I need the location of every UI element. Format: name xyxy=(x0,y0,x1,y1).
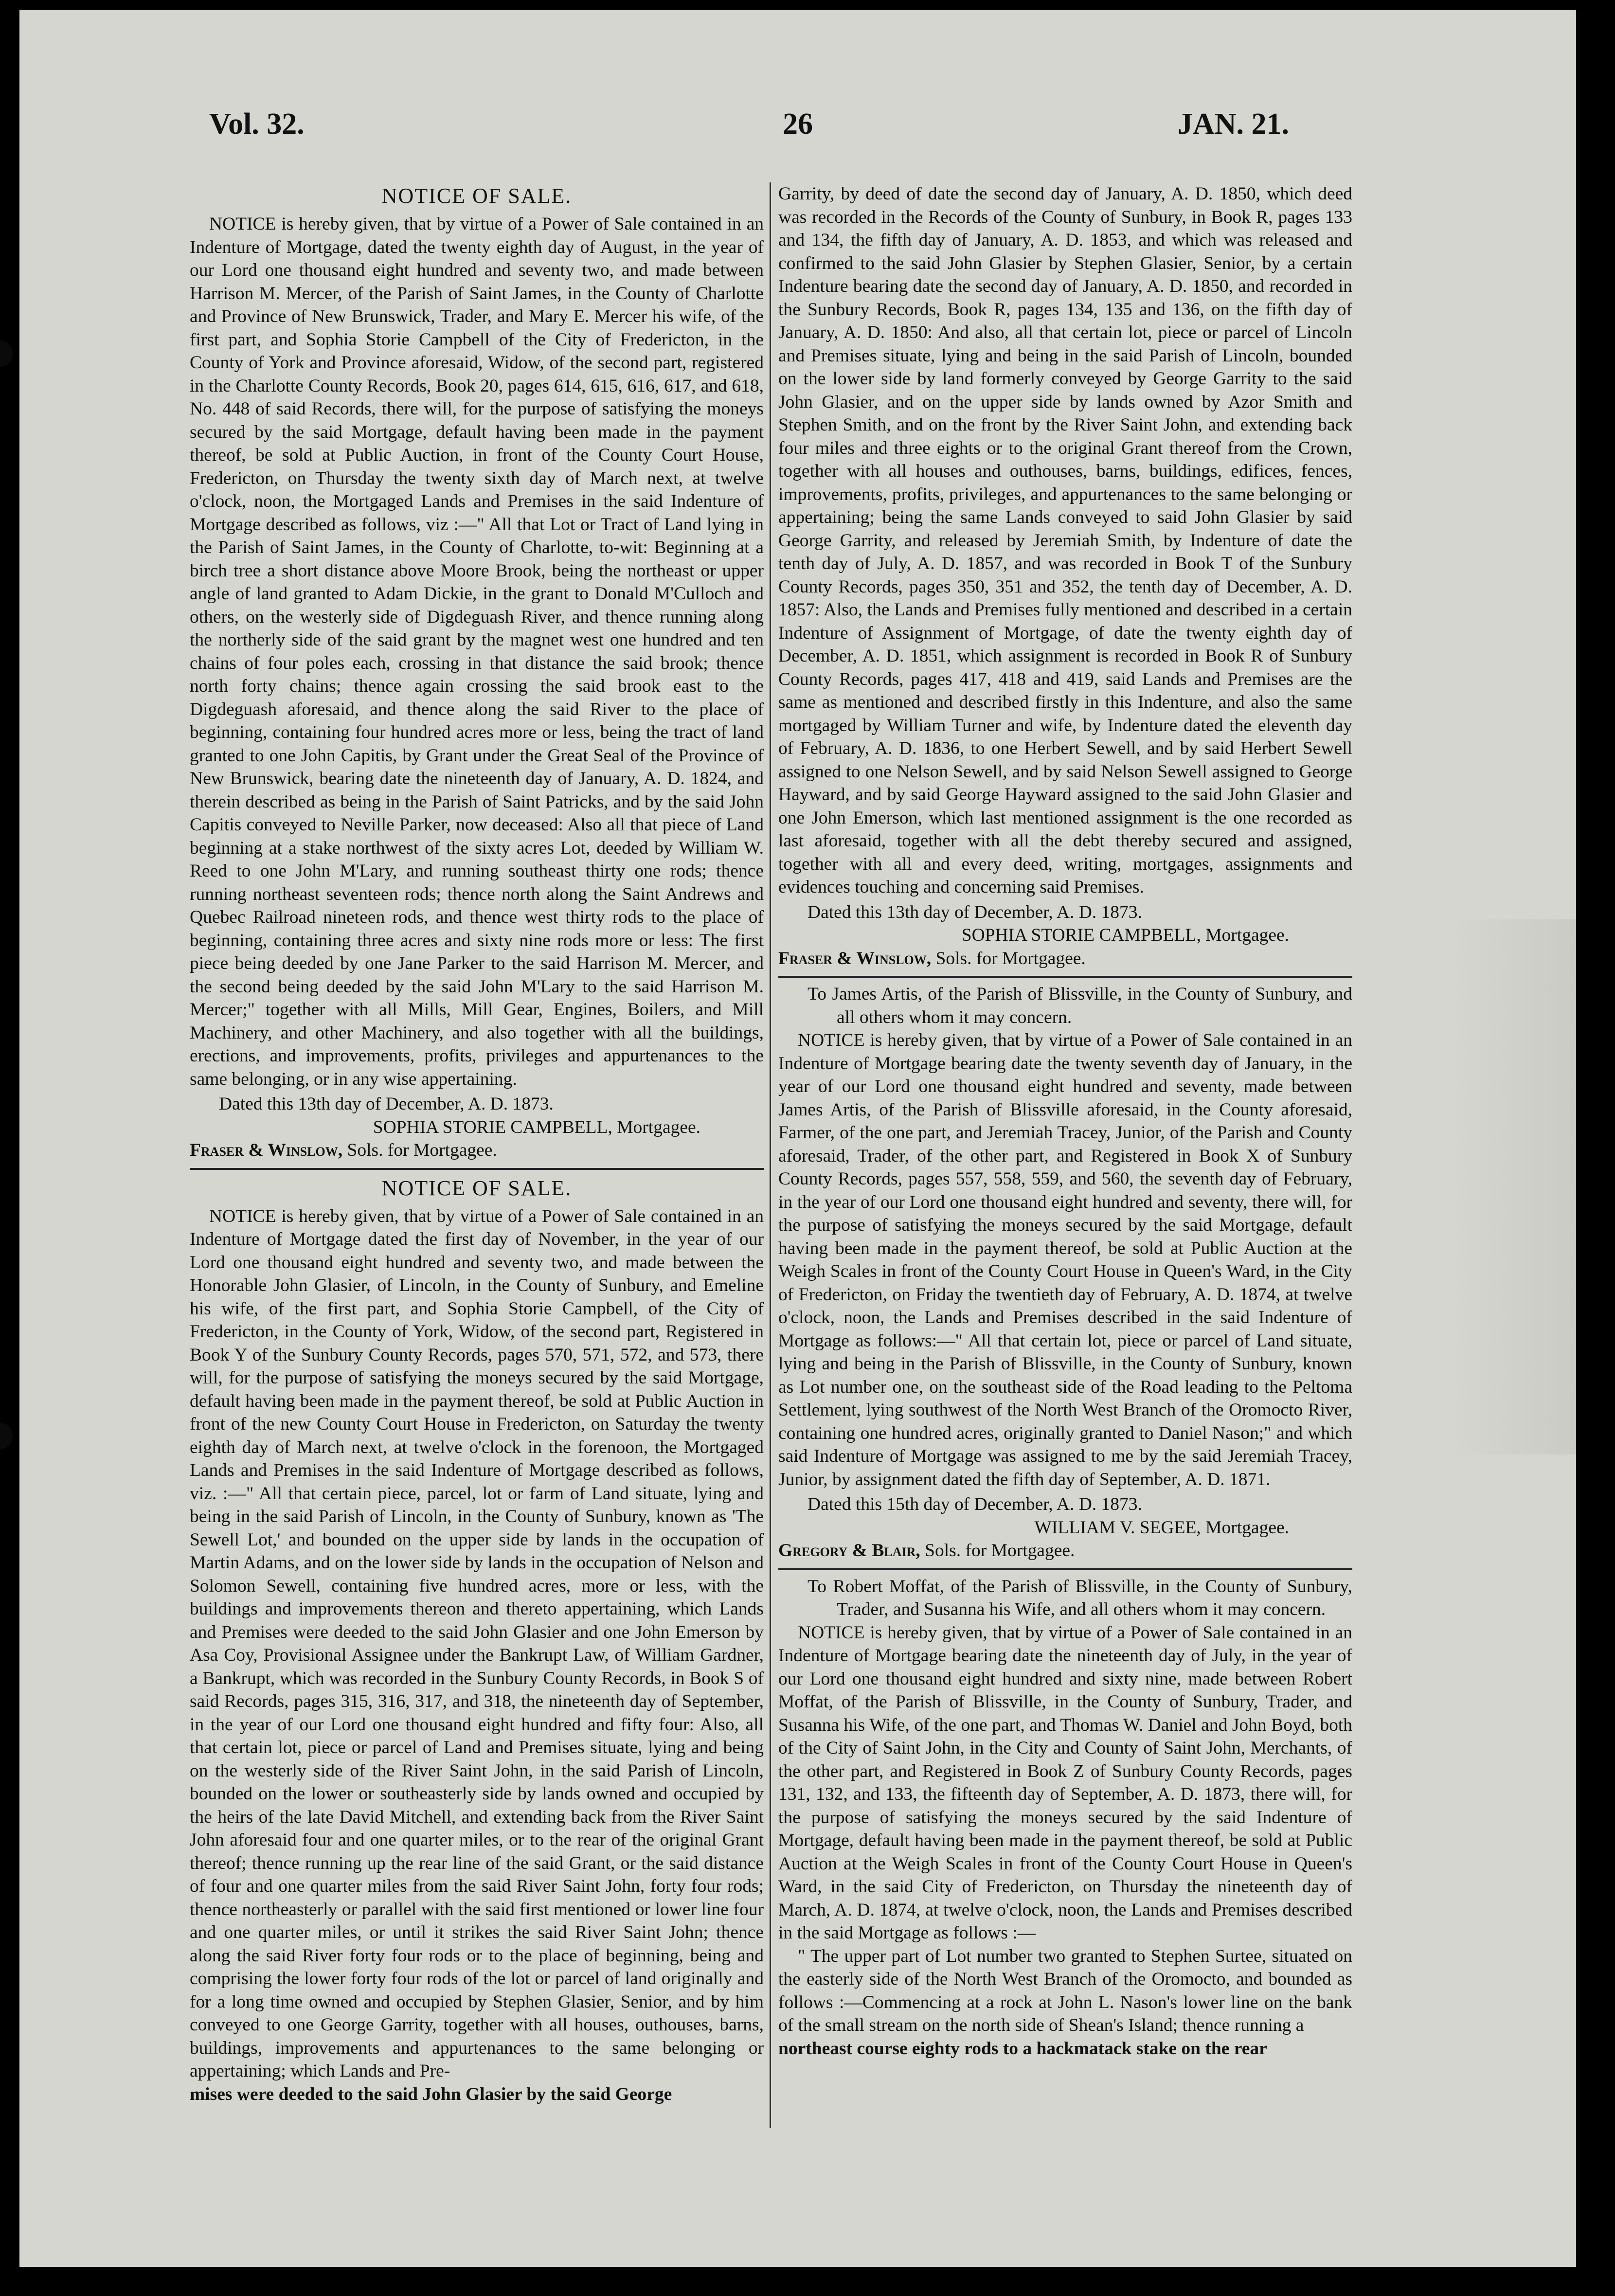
section-rule xyxy=(778,976,1352,978)
notice-title: NOTICE OF SALE. xyxy=(381,1176,572,1200)
notice-signature: SOPHIA STORIE CAMPBELL, Mortgagee. xyxy=(961,925,1289,945)
solicitors-firm: Gregory & Blair, xyxy=(778,1541,920,1561)
page-number: 26 xyxy=(783,108,813,141)
solicitors-firm: Fraser & Winslow, xyxy=(190,1140,343,1160)
notice-solicitors xyxy=(190,1139,764,1162)
notice-signature: WILLIAM V. SEGEE, Mortgagee. xyxy=(1034,1517,1289,1538)
notice-quote: " The upper part of Lot number two granted to Stephen Surtee, situated on the easterly side of the North West Branch of the Oromocto, and bounded as follows :—Commencing at a rock at John L. Nason's lower line on the bank of the small stream on the north side of Shean's Island; thence running a xyxy=(778,1946,1352,2035)
notice-body-tail: mises were deeded to the said John Glasier by the said George xyxy=(190,2084,672,2104)
column-divider xyxy=(770,182,771,2128)
solicitors-firm: Fraser & Winslow, xyxy=(778,948,932,969)
notice-dated: Dated this 15th day of December, A. D. 1873. xyxy=(808,1494,1142,1514)
notice-body: NOTICE is hereby given, that by virtue of a Power of Sale contained in an Indenture of Mortgage, dated the twenty eighth day of August, in the year of our Lord one thousand eight hundred and seventy two, and made between Harrison M. Mercer, of the Parish of Saint James, in the County of Charlotte and Province of New Brunswick, Trader, and Mary E. Mercer his wife, of the first part, and Sophia Storie Campbell of the City of Fredericton, in the County of York and Province aforesaid, Widow, of the second part, registered in the Charlotte County Records, Book 20, pages 614, 615, 616, 617, and 618, No. 448 of said Records, there will, for the purpose of satisfying the moneys secured by the said Mortgage, default having been made in the payment thereof, be sold at Public Auction, in front of the County Court House, Fredericton, on Thursday the twenty sixth day of March next, at twelve o'clock, noon, the Mortgaged Lands and Premises in the said Indenture of Mortgage described as follows, viz :—" All that Lot or Tract of Land lying in the Parish of Saint James, in the County of Charlotte, to-wit: Beginning at a birch tree a short distance above Moore Brook, being the northeast or upper angle of land granted to Adam Dickie, in the grant to Donald M'Culloch and others, on the westerly side of Digdeguash River, and thence running along the northerly side of the said grant by the magnet west one hundred and ten chains of four poles each, crossing in that distance the said brook; thence north forty chains; thence again crossing the said brook east to the Digdeguash aforesaid, and thence along the said River to the place of beginning, containing four hundred acres more or less, being the tract of land granted to one John Capitis, by Grant under the Great Seal of the Province of New Brunswick, bearing date the nineteenth day of January, A. D. 1824, and therein described as being in the Parish of Saint Patricks, and by the said John Capitis conveyed to Neville Parker, now deceased: Also all that piece of Land beginning at a stake northwest of the sixty acres Lot, deeded by William W. Reed to one John M'Lary, and running southeast thirty one rods; thence running northeast seventeen rods; thence north along the Saint Andrews and Quebec Railroad nineteen rods, and thence west thirty rods to the place of beginning, containing three acres and sixty nine rods more or less: The first piece being deeded by one Jane Parker to the said Harrison M. Mercer, and the second being deeded by the said John M'Lary to the said Harrison M. Mercer;" together with all Mills, Mill Gear, Engines, Boilers, and Mill Machinery, and other Machinery, and also together with all the buildings, erections, and improvements, profits, privileges and appurtenances to the same belonging, or in any wise appertaining. xyxy=(190,214,764,1089)
right-column xyxy=(778,182,1352,2148)
notice-body: NOTICE is hereby given, that by virtue of a Power of Sale contained in an Indenture of Mortgage bearing date the nineteenth day of July, in the year of our Lord one thousand eight hundred and sixty nine, made between Robert Moffat, of the Parish of Blissville, in the County of Sunbury, Trader, and Susanna his Wife, of the one part, and Thomas W. Daniel and John Boyd, both of the City of Saint John, in the City and County of Saint John, Merchants, of the other part, and Registered in Book Z of Sunbury County Records, pages 131, 132, and 133, the fifteenth day of September, A. D. 1873, there will, for the purpose of satisfying the moneys secured by the said Indenture of Mortgage, default having been made in the payment thereof, be sold at Public Auction at the Weigh Scales in front of the County Court House in Queen's Ward, in the said City of Fredericton, on Thursday the nineteenth day of March, A. D. 1874, at twelve o'clock, noon, the Lands and Premises described in the said Mortgage as follows :— xyxy=(778,1622,1352,1943)
notice-body-continued: Garrity, by deed of date the second day of January, A. D. 1850, which deed was recorded in the Records of the County of Sunbury, in Book R, pages 133 and 134, the fifth day of January, A. D. 1853, and which was released and confirmed to the said John Glasier by Stephen Glasier, Senior, by a certain Indenture bearing date the second day of January, A. D. 1850, and recorded in the Sunbury Records, Book R, pages 134, 135 and 136, on the fifth day of January, A. D. 1850: And also, all that certain lot, piece or parcel of Lincoln and Premises situate, lying and being in the said Parish of Lincoln, bounded on the lower side by land formerly conveyed by George Garrity to the said John Glasier, and on the upper side by lands owned by Azor Smith and Stephen Smith, and on the front by the River Saint John, and extending back four miles and three eights or to the original Grant thereof from the Crown, together with all houses and outhouses, barns, buildings, edifices, fences, improvements, profits, privileges, and appurtenances to the same belonging or appertaining; being the same Lands conveyed to said John Glasier by said George Garrity, and released by Jeremiah Smith, by Indenture of date the tenth day of July, A. D. 1857, and was recorded in Book T of the Sunbury County Records, pages 350, 351 and 352, the tenth day of December, A. D. 1857: Also, the Lands and Premises fully mentioned and described in a certain Indenture of Assignment of Mortgage, of date the twenty eighth day of December, A. D. 1851, which assignment is recorded in Book R of Sunbury County Records, pages 417, 418 and 419, said Lands and Premises are the same as mentioned and described firstly in this Indenture, and also the same mortgaged by William Turner and wife, by Indenture dated the eleventh day of February, A. D. 1836, to one Herbert Sewell, and by said Herbert Sewell assigned to one Nelson Sewell, and by said Nelson Sewell assigned to George Hayward, and by said George Hayward assigned to the said John Glasier and one John Emerson, which last mentioned assignment is the one recorded as last aforesaid, together with all the debt thereby secured and assigned, together with all and every deed, writing, mortgages, assignments and evidences touching and concerning said Premises. xyxy=(778,184,1352,897)
notice-title: NOTICE OF SALE. xyxy=(381,184,572,208)
page-header xyxy=(19,10,1576,165)
volume-label: Vol. 32. xyxy=(209,108,305,141)
notice-body-tail: northeast course eighty rods to a hackmatack stake on the rear xyxy=(778,2038,1267,2059)
notice-address: To James Artis, of the Parish of Blissville, in the County of Sunbury, and all others whom it may concern. xyxy=(808,984,1352,1027)
notice-solicitors xyxy=(778,947,1352,970)
issue-date: JAN. 21. xyxy=(1177,108,1289,141)
solicitors-role: Sols. for Mortgagee. xyxy=(925,1541,1075,1561)
binding-hole xyxy=(0,341,13,367)
solicitors-role: Sols. for Mortgagee. xyxy=(347,1140,497,1160)
notice-solicitors xyxy=(778,1539,1352,1562)
section-rule xyxy=(778,1568,1352,1570)
solicitors-role: Sols. for Mortgagee. xyxy=(935,948,1086,969)
notice-signature: SOPHIA STORIE CAMPBELL, Mortgagee. xyxy=(373,1117,700,1137)
left-column xyxy=(190,182,764,2148)
notice-body: NOTICE is hereby given, that by virtue of a Power of Sale contained in an Indenture of Mortgage dated the first day of November, in the year of our Lord one thousand eight hundred and seventy two, and made between the Honorable John Glasier, of Lincoln, in the County of Sunbury, and Emeline his wife, of the first part, and Sophia Storie Campbell, of the City of Fredericton, in the County of York, Widow, of the second part, Registered in Book Y of the Sunbury County Records, pages 570, 571, 572, and 573, there will, for the purpose of satisfying the moneys secured by the said Mortgage, default having been made in the payment thereof, be sold at Public Auction in front of the new County Court House in Fredericton, on Saturday the twenty eighth day of March next, at twelve o'clock in the forenoon, the Mortgaged Lands and Premises in the said Indenture of Mortgage described as follows, viz. :—" All that certain piece, parcel, lot or farm of Land situate, lying and being in the said Parish of Lincoln, in the County of Sunbury, known as 'The Sewell Lot,' and bounded on the upper side by lands in the occupation of Martin Adams, and on the lower side by lands in the occupation of Nelson and Solomon Sewell, containing five hundred acres, more or less, with the buildings and improvements thereon and thereto appertaining, which Lands and Premises were deeded to the said John Glasier and one John Emerson by Asa Coy, Provisional Assignee under the Bankrupt Law, of William Gardner, a Bankrupt, which was recorded in the Sunbury County Records, in Book S of said Records, pages 315, 316, 317, and 318, the nineteenth day of September, in the year of our Lord one thousand eight hundred and fifty four: Also, all that certain lot, piece or parcel of Land and Premises situate, lying and being on the westerly side of the River Saint John, in the said Parish of Lincoln, bounded on the lower or southeasterly side by lands owned and occupied by the heirs of the late David Mitchell, and extending back from the River Saint John aforesaid four and one quarter miles, or to the rear of the original Grant thereof; thence running up the rear line of the said Grant, or the said distance of four and one quarter miles from the said River Saint John, forty four rods; thence northeasterly or parallel with the said first mentioned or lower line four and one quarter miles, or until it strikes the said River Saint John; thence along the said River forty four rods or to the place of beginning, being and comprising the lower forty four rods of the lot or parcel of land originally and for a long time owned and occupied by Stephen Glasier, Senior, and by him conveyed to one George Garrity, together with all houses, outhouses, barns, buildings, improvements and appurtenances to the same belonging or appertaining; which Lands and Pre- xyxy=(190,1206,764,2081)
notice-address: To Robert Moffat, of the Parish of Blissville, in the County of Sunbury, Trader, and Susanna his Wife, and all others whom it may concern. xyxy=(808,1576,1352,1619)
page-shadow xyxy=(1450,919,1576,1454)
notice-dated: Dated this 13th day of December, A. D. 1873. xyxy=(219,1094,554,1114)
newspaper-page xyxy=(19,10,1576,2267)
section-rule xyxy=(190,1168,764,1170)
notice-body: NOTICE is hereby given, that by virtue of a Power of Sale contained in an Indenture of Mortgage bearing date the twenty seventh day of January, in the year of our Lord one thousand eight hundred and seventy, made between James Artis, of the Parish of Blissville aforesaid, in the County aforesaid, Farmer, of the one part, and Jeremiah Tracey, Junior, of the Parish and County aforesaid, Trader, of the other part, and Registered in Book X of Sunbury County Records, pages 557, 558, 559, and 560, the seventh day of February, in the year of our Lord one thousand eight hundred and seventy, there will, for the purpose of satisfying the moneys secured by the said Mortgage, default having been made in the payment thereof, be sold at Public Auction at the Weigh Scales in front of the County Court House in Queen's Ward, in the City of Fredericton, on Friday the twentieth day of February, A. D. 1874, at twelve o'clock, noon, the Lands and Premises described in the said Indenture of Mortgage as follows:—" All that certain lot, piece or parcel of Land situate, lying and being in the Parish of Blissville, in the County of Sunbury, known as Lot number one, on the southeast side of the Road leading to the Peltoma Settlement, lying southwest of the North West Branch of the Oromocto River, containing one hundred acres, originally granted to Daniel Nason;" and which said Indenture of Mortgage was assigned to me by the said Jeremiah Tracey, Junior, by assignment dated the fifth day of September, A. D. 1871. xyxy=(778,1030,1352,1489)
notice-dated: Dated this 13th day of December, A. D. 1873. xyxy=(808,902,1142,922)
binding-hole xyxy=(0,1423,13,1449)
